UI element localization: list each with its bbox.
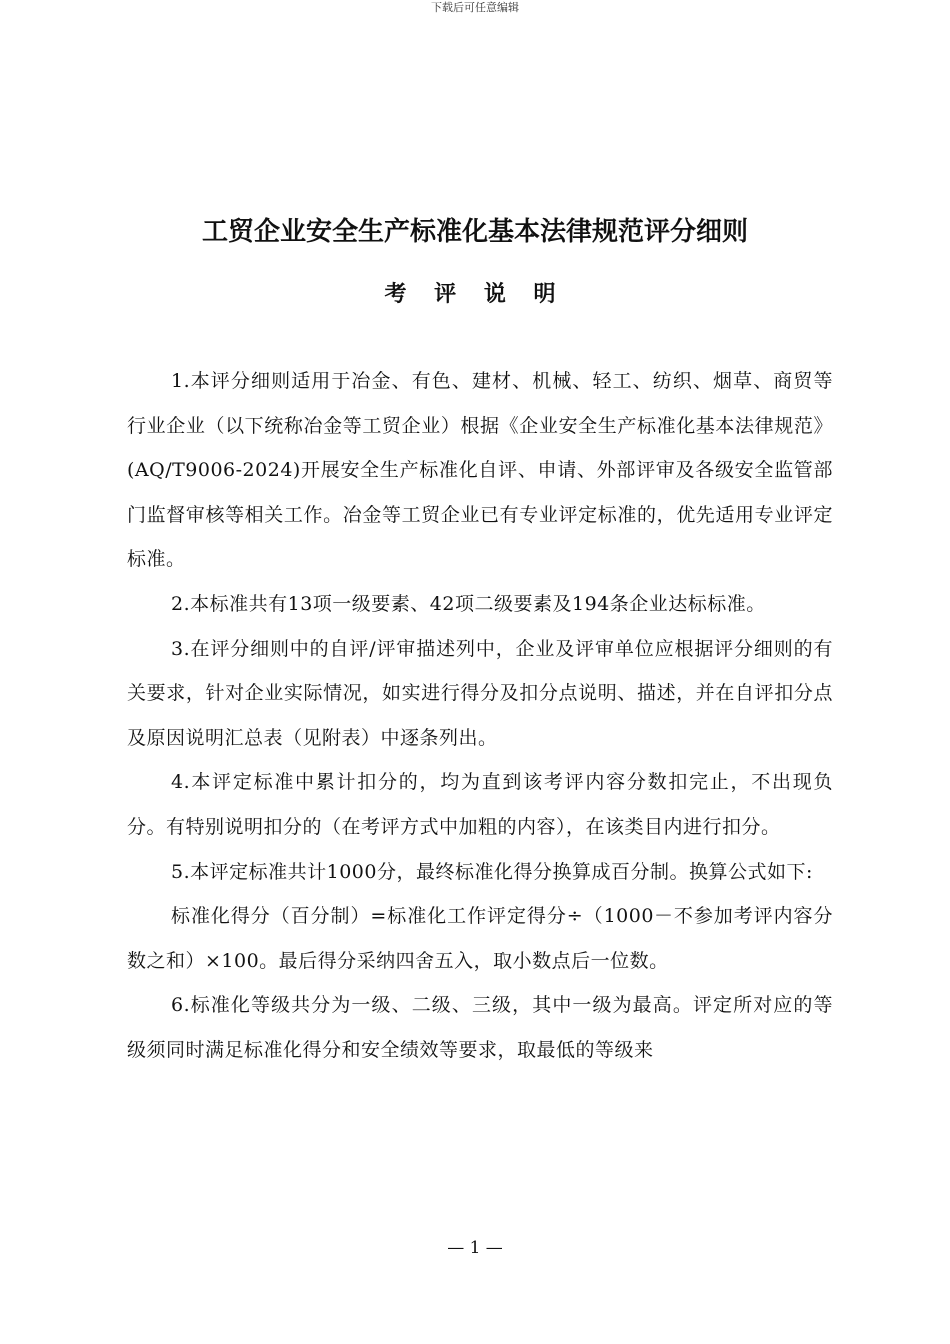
document-title: 工贸企业安全生产标准化基本法律规范评分细则 [201,217,748,247]
paragraph-5: 5.本评定标准共计1000分，最终标准化得分换算成百分制。换算公式如下: [171,860,813,883]
paragraph-6: 6.标准化等级共分为一级、二级、三级，其中一级为最高。评定所对应的等级须同时满足标准化得分和安全绩效等要求，取最低的等级来 [127,994,833,1061]
paragraph-3: 3.在评分细则中的自评/评审描述列中，企业及评审单位应根据评分细则的有关要求，针对企业实际情况，如实进行得分及扣分点说明、描述，并在自评扣分点及原因说明汇总表（见附表）中逐条列出。 [127,637,833,749]
document-subtitle: 考 评 说 明 [384,282,566,307]
paragraph-1: 1.本评分细则适用于冶金、有色、建材、机械、轻工、纺织、烟草、商贸等行业企业（以下统称冶金等工贸企业）根据《企业安全生产标准化基本法律规范》(AQ/T9006-2024)开展安全生产标准化自评、申请、外部评审及各级安全监管部门监督审核等相关工作。冶金等工贸企业已有专业评定标准的，优先适用专业评定标准。 [127,370,833,571]
page-header-note: 下载后可任意编辑 [431,1,519,14]
document-body [127,359,833,1073]
paragraph-2: 2.本标准共有13项一级要素、42项二级要素及194条企业达标标准。 [171,592,766,615]
paragraph-4: 4.本评定标准中累计扣分的，均为直到该考评内容分数扣完止，不出现负分。有特别说明扣分的（在考评方式中加粗的内容），在该类目内进行扣分。 [127,771,833,838]
paragraph-formula: 标准化得分（百分制）=标准化工作评定得分÷（1000－不参加考评内容分数之和）×100。最后得分采纳四舍五入，取小数点后一位数。 [127,905,833,972]
page-number: — 1 — [447,1238,503,1258]
